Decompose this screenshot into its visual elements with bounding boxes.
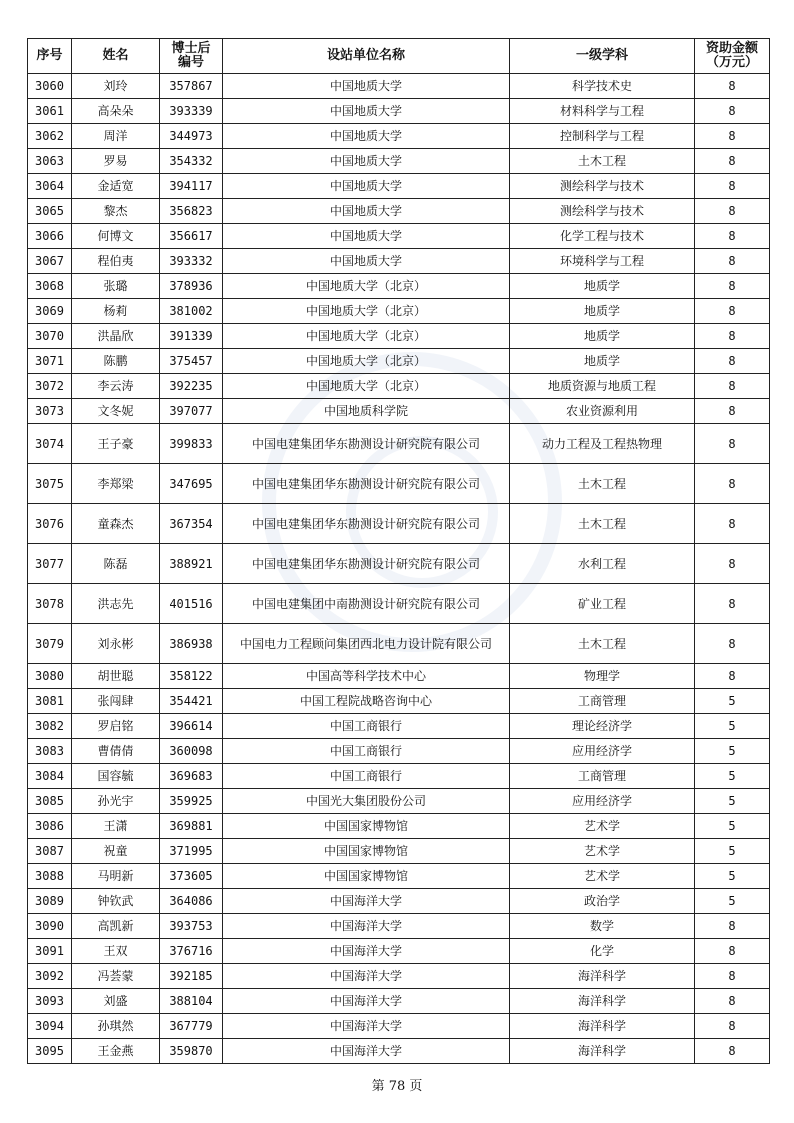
cell-seq: 3074 [28, 424, 72, 464]
cell-name: 钟钦武 [72, 889, 160, 914]
header-postdoc-id-line1: 博士后 [171, 41, 211, 56]
cell-discipline: 工商管理 [510, 764, 695, 789]
cell-discipline: 地质学 [510, 324, 695, 349]
header-amount-line2: （万元） [705, 55, 758, 70]
cell-name: 高凯新 [72, 914, 160, 939]
cell-name: 洪晶欣 [72, 324, 160, 349]
header-name: 姓名 [72, 39, 160, 74]
cell-amount: 8 [695, 349, 770, 374]
cell-postdoc-id: 354421 [160, 689, 223, 714]
cell-unit: 中国地质大学 [223, 74, 510, 99]
cell-unit: 中国国家博物馆 [223, 814, 510, 839]
cell-amount: 5 [695, 764, 770, 789]
cell-name: 金适宽 [72, 174, 160, 199]
table-row [28, 689, 770, 714]
cell-unit: 中国地质大学 [223, 199, 510, 224]
table-row [28, 839, 770, 864]
cell-seq: 3079 [28, 624, 72, 664]
table-row [28, 374, 770, 399]
cell-amount: 8 [695, 399, 770, 424]
cell-name: 黎杰 [72, 199, 160, 224]
cell-unit: 中国地质大学 [223, 124, 510, 149]
table-row [28, 504, 770, 544]
cell-name: 曹倩倩 [72, 739, 160, 764]
cell-amount: 5 [695, 864, 770, 889]
header-unit: 设站单位名称 [223, 39, 510, 74]
cell-seq: 3085 [28, 789, 72, 814]
cell-amount: 8 [695, 224, 770, 249]
cell-unit: 中国工程院战略咨询中心 [223, 689, 510, 714]
cell-amount: 8 [695, 989, 770, 1014]
cell-seq: 3081 [28, 689, 72, 714]
cell-postdoc-id: 397077 [160, 399, 223, 424]
table-row [28, 1039, 770, 1064]
cell-discipline: 海洋科学 [510, 1014, 695, 1039]
table-row [28, 174, 770, 199]
cell-postdoc-id: 388921 [160, 544, 223, 584]
cell-amount: 8 [695, 464, 770, 504]
page-number: 第 78 页 [371, 1079, 423, 1094]
cell-postdoc-id: 392235 [160, 374, 223, 399]
table-row [28, 1014, 770, 1039]
cell-postdoc-id: 369881 [160, 814, 223, 839]
cell-unit: 中国海洋大学 [223, 964, 510, 989]
cell-name: 罗易 [72, 149, 160, 174]
cell-name: 洪志先 [72, 584, 160, 624]
cell-postdoc-id: 369683 [160, 764, 223, 789]
cell-name: 张璐 [72, 274, 160, 299]
cell-unit: 中国电建集团华东勘测设计研究院有限公司 [223, 504, 510, 544]
cell-postdoc-id: 388104 [160, 989, 223, 1014]
cell-unit: 中国工商银行 [223, 764, 510, 789]
cell-seq: 3062 [28, 124, 72, 149]
cell-postdoc-id: 356823 [160, 199, 223, 224]
cell-amount: 5 [695, 739, 770, 764]
table-row [28, 584, 770, 624]
cell-seq: 3072 [28, 374, 72, 399]
cell-discipline: 水利工程 [510, 544, 695, 584]
cell-amount: 5 [695, 689, 770, 714]
cell-amount: 8 [695, 299, 770, 324]
cell-discipline: 测绘科学与技术 [510, 199, 695, 224]
cell-name: 王双 [72, 939, 160, 964]
cell-postdoc-id: 364086 [160, 889, 223, 914]
cell-unit: 中国地质大学 [223, 99, 510, 124]
cell-seq: 3083 [28, 739, 72, 764]
cell-discipline: 科学技术史 [510, 74, 695, 99]
cell-unit: 中国国家博物馆 [223, 864, 510, 889]
cell-postdoc-id: 392185 [160, 964, 223, 989]
table-row [28, 349, 770, 374]
table-row [28, 424, 770, 464]
cell-postdoc-id: 356617 [160, 224, 223, 249]
cell-discipline: 应用经济学 [510, 739, 695, 764]
cell-name: 周洋 [72, 124, 160, 149]
cell-postdoc-id: 394117 [160, 174, 223, 199]
cell-amount: 8 [695, 199, 770, 224]
cell-unit: 中国电建集团中南勘测设计研究院有限公司 [223, 584, 510, 624]
cell-seq: 3061 [28, 99, 72, 124]
cell-unit: 中国海洋大学 [223, 989, 510, 1014]
cell-amount: 8 [695, 124, 770, 149]
table-row [28, 964, 770, 989]
cell-postdoc-id: 354332 [160, 149, 223, 174]
table-row [28, 74, 770, 99]
cell-name: 马明新 [72, 864, 160, 889]
cell-name: 王潇 [72, 814, 160, 839]
cell-seq: 3087 [28, 839, 72, 864]
cell-discipline: 海洋科学 [510, 964, 695, 989]
table-row [28, 249, 770, 274]
cell-postdoc-id: 373605 [160, 864, 223, 889]
cell-discipline: 数学 [510, 914, 695, 939]
table-row [28, 199, 770, 224]
table-row [28, 624, 770, 664]
cell-discipline: 应用经济学 [510, 789, 695, 814]
cell-discipline: 地质学 [510, 299, 695, 324]
cell-amount: 8 [695, 249, 770, 274]
header-discipline: 一级学科 [510, 39, 695, 74]
cell-amount: 8 [695, 74, 770, 99]
cell-name: 杨莉 [72, 299, 160, 324]
header-postdoc-id [160, 39, 223, 74]
cell-unit: 中国地质大学 [223, 174, 510, 199]
cell-unit: 中国地质大学 [223, 149, 510, 174]
cell-discipline: 地质学 [510, 274, 695, 299]
cell-unit: 中国海洋大学 [223, 939, 510, 964]
cell-seq: 3082 [28, 714, 72, 739]
cell-postdoc-id: 357867 [160, 74, 223, 99]
cell-name: 陈磊 [72, 544, 160, 584]
cell-unit: 中国地质大学（北京） [223, 299, 510, 324]
cell-seq: 3063 [28, 149, 72, 174]
cell-postdoc-id: 399833 [160, 424, 223, 464]
cell-unit: 中国地质大学 [223, 249, 510, 274]
cell-unit: 中国工商银行 [223, 739, 510, 764]
cell-name: 罗启铭 [72, 714, 160, 739]
cell-discipline: 环境科学与工程 [510, 249, 695, 274]
header-amount [695, 39, 770, 74]
cell-name: 孙光宇 [72, 789, 160, 814]
cell-unit: 中国电建集团华东勘测设计研究院有限公司 [223, 544, 510, 584]
cell-seq: 3068 [28, 274, 72, 299]
header-amount-line1: 资助金额 [705, 41, 758, 56]
cell-seq: 3091 [28, 939, 72, 964]
cell-name: 孙琪然 [72, 1014, 160, 1039]
cell-discipline: 材料科学与工程 [510, 99, 695, 124]
cell-amount: 5 [695, 889, 770, 914]
cell-seq: 3071 [28, 349, 72, 374]
cell-amount: 8 [695, 624, 770, 664]
cell-seq: 3069 [28, 299, 72, 324]
cell-discipline: 理论经济学 [510, 714, 695, 739]
table-row [28, 664, 770, 689]
cell-amount: 8 [695, 544, 770, 584]
cell-discipline: 控制科学与工程 [510, 124, 695, 149]
cell-seq: 3090 [28, 914, 72, 939]
cell-postdoc-id: 358122 [160, 664, 223, 689]
cell-discipline: 测绘科学与技术 [510, 174, 695, 199]
cell-postdoc-id: 376716 [160, 939, 223, 964]
cell-amount: 8 [695, 939, 770, 964]
cell-postdoc-id: 344973 [160, 124, 223, 149]
table-row [28, 324, 770, 349]
cell-seq: 3077 [28, 544, 72, 584]
cell-postdoc-id: 378936 [160, 274, 223, 299]
cell-discipline: 矿业工程 [510, 584, 695, 624]
cell-seq: 3092 [28, 964, 72, 989]
cell-name: 高朵朵 [72, 99, 160, 124]
cell-seq: 3078 [28, 584, 72, 624]
cell-unit: 中国海洋大学 [223, 914, 510, 939]
table-row [28, 124, 770, 149]
table-row [28, 544, 770, 584]
cell-unit: 中国光大集团股份公司 [223, 789, 510, 814]
cell-postdoc-id: 367779 [160, 1014, 223, 1039]
cell-discipline: 艺术学 [510, 814, 695, 839]
table-row [28, 889, 770, 914]
cell-postdoc-id: 393753 [160, 914, 223, 939]
table-row [28, 789, 770, 814]
cell-name: 冯荟蒙 [72, 964, 160, 989]
table-header-row [28, 39, 770, 74]
cell-unit: 中国工商银行 [223, 714, 510, 739]
cell-postdoc-id: 386938 [160, 624, 223, 664]
cell-name: 何博文 [72, 224, 160, 249]
cell-amount: 8 [695, 1039, 770, 1064]
cell-amount: 8 [695, 324, 770, 349]
cell-amount: 5 [695, 839, 770, 864]
cell-discipline: 动力工程及工程热物理 [510, 424, 695, 464]
cell-name: 国容毓 [72, 764, 160, 789]
cell-discipline: 化学 [510, 939, 695, 964]
cell-amount: 8 [695, 914, 770, 939]
table-row [28, 224, 770, 249]
cell-postdoc-id: 381002 [160, 299, 223, 324]
funding-table [27, 38, 770, 1064]
cell-postdoc-id: 360098 [160, 739, 223, 764]
cell-unit: 中国电建集团华东勘测设计研究院有限公司 [223, 464, 510, 504]
cell-discipline: 艺术学 [510, 839, 695, 864]
cell-amount: 8 [695, 664, 770, 689]
cell-name: 刘玲 [72, 74, 160, 99]
cell-discipline: 土木工程 [510, 464, 695, 504]
cell-discipline: 地质学 [510, 349, 695, 374]
cell-unit: 中国地质科学院 [223, 399, 510, 424]
cell-postdoc-id: 359925 [160, 789, 223, 814]
cell-unit: 中国国家博物馆 [223, 839, 510, 864]
cell-postdoc-id: 375457 [160, 349, 223, 374]
cell-name: 李郑梁 [72, 464, 160, 504]
cell-postdoc-id: 396614 [160, 714, 223, 739]
cell-name: 刘永彬 [72, 624, 160, 664]
cell-name: 文冬妮 [72, 399, 160, 424]
cell-amount: 8 [695, 1014, 770, 1039]
cell-seq: 3086 [28, 814, 72, 839]
cell-discipline: 农业资源利用 [510, 399, 695, 424]
cell-discipline: 海洋科学 [510, 1039, 695, 1064]
cell-seq: 3084 [28, 764, 72, 789]
table-row [28, 989, 770, 1014]
cell-postdoc-id: 347695 [160, 464, 223, 504]
cell-amount: 8 [695, 584, 770, 624]
table-row [28, 864, 770, 889]
cell-amount: 8 [695, 99, 770, 124]
cell-discipline: 土木工程 [510, 624, 695, 664]
cell-discipline: 土木工程 [510, 149, 695, 174]
cell-postdoc-id: 359870 [160, 1039, 223, 1064]
cell-unit: 中国地质大学（北京） [223, 274, 510, 299]
cell-discipline: 海洋科学 [510, 989, 695, 1014]
cell-name: 王子豪 [72, 424, 160, 464]
cell-unit: 中国地质大学（北京） [223, 349, 510, 374]
table-row [28, 149, 770, 174]
cell-amount: 8 [695, 149, 770, 174]
cell-name: 张闯肆 [72, 689, 160, 714]
cell-postdoc-id: 393332 [160, 249, 223, 274]
cell-name: 程伯夷 [72, 249, 160, 274]
cell-name: 王金燕 [72, 1039, 160, 1064]
cell-postdoc-id: 391339 [160, 324, 223, 349]
cell-name: 胡世聪 [72, 664, 160, 689]
cell-amount: 8 [695, 964, 770, 989]
cell-amount: 8 [695, 374, 770, 399]
cell-unit: 中国地质大学（北京） [223, 374, 510, 399]
cell-unit: 中国海洋大学 [223, 1039, 510, 1064]
cell-seq: 3065 [28, 199, 72, 224]
cell-seq: 3064 [28, 174, 72, 199]
cell-amount: 8 [695, 424, 770, 464]
cell-discipline: 艺术学 [510, 864, 695, 889]
cell-unit: 中国海洋大学 [223, 889, 510, 914]
table-row [28, 399, 770, 424]
cell-amount: 8 [695, 174, 770, 199]
table-row [28, 914, 770, 939]
cell-discipline: 物理学 [510, 664, 695, 689]
cell-name: 童森杰 [72, 504, 160, 544]
cell-seq: 3080 [28, 664, 72, 689]
cell-seq: 3070 [28, 324, 72, 349]
cell-discipline: 化学工程与技术 [510, 224, 695, 249]
cell-name: 李云涛 [72, 374, 160, 399]
cell-name: 祝童 [72, 839, 160, 864]
cell-seq: 3088 [28, 864, 72, 889]
cell-seq: 3060 [28, 74, 72, 99]
cell-seq: 3089 [28, 889, 72, 914]
cell-postdoc-id: 367354 [160, 504, 223, 544]
table-row [28, 764, 770, 789]
cell-seq: 3066 [28, 224, 72, 249]
cell-unit: 中国电建集团华东勘测设计研究院有限公司 [223, 424, 510, 464]
cell-seq: 3075 [28, 464, 72, 504]
cell-unit: 中国地质大学 [223, 224, 510, 249]
cell-discipline: 土木工程 [510, 504, 695, 544]
cell-discipline: 工商管理 [510, 689, 695, 714]
cell-postdoc-id: 393339 [160, 99, 223, 124]
header-postdoc-id-line2: 编号 [177, 55, 204, 70]
cell-discipline: 地质资源与地质工程 [510, 374, 695, 399]
cell-amount: 5 [695, 714, 770, 739]
header-seq: 序号 [28, 39, 72, 74]
cell-postdoc-id: 401516 [160, 584, 223, 624]
cell-amount: 5 [695, 814, 770, 839]
cell-unit: 中国海洋大学 [223, 1014, 510, 1039]
table-row [28, 714, 770, 739]
table-row [28, 274, 770, 299]
cell-unit: 中国高等科学技术中心 [223, 664, 510, 689]
table-body [28, 74, 770, 1064]
cell-unit: 中国地质大学（北京） [223, 324, 510, 349]
cell-amount: 5 [695, 789, 770, 814]
cell-name: 陈鹏 [72, 349, 160, 374]
cell-seq: 3073 [28, 399, 72, 424]
cell-unit: 中国电力工程顾问集团西北电力设计院有限公司 [223, 624, 510, 664]
table-row [28, 939, 770, 964]
table-row [28, 739, 770, 764]
cell-seq: 3094 [28, 1014, 72, 1039]
cell-seq: 3076 [28, 504, 72, 544]
table-row [28, 464, 770, 504]
cell-name: 刘盛 [72, 989, 160, 1014]
cell-amount: 8 [695, 504, 770, 544]
cell-seq: 3095 [28, 1039, 72, 1064]
cell-postdoc-id: 371995 [160, 839, 223, 864]
table-row [28, 814, 770, 839]
cell-discipline: 政治学 [510, 889, 695, 914]
cell-seq: 3093 [28, 989, 72, 1014]
table-row [28, 299, 770, 324]
table-row [28, 99, 770, 124]
cell-seq: 3067 [28, 249, 72, 274]
cell-amount: 8 [695, 274, 770, 299]
